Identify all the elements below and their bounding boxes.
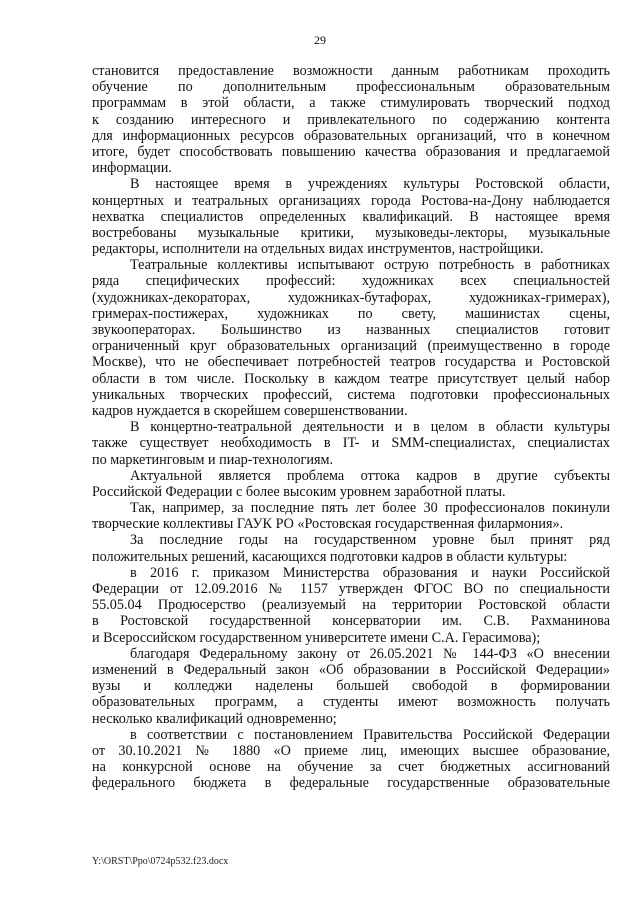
page-number: 29: [314, 33, 326, 47]
text-line: от 30.10.2021 № 1880 «О приеме лиц, имеющих высшее образование,: [92, 742, 610, 759]
text-line: Театральные коллективы испытывают острую потребность в работниках: [130, 257, 610, 274]
text-line: концертных и театральных организациях города Ростова-на-Дону наблюдается: [92, 192, 610, 209]
text-line: становится предоставление возможности данным работникам проходить: [92, 63, 610, 79]
text-line: на конкурсной основе на обучение за счет бюджетных ассигнований: [92, 759, 610, 776]
text-line: несколько квалификаций одновременно;: [92, 710, 337, 727]
text-line: благодаря Федеральному закону от 26.05.2021 № 144-ФЗ «О внесении: [130, 645, 610, 662]
body-text: [92, 63, 610, 791]
text-line: и Всероссийском государственном университете имени С.А. Герасимова);: [92, 629, 541, 646]
text-line: нехватка специалистов определенных квалификаций. В настоящее время: [92, 208, 610, 225]
text-line: Российской Федерации с более высоким уровнем заработной платы.: [92, 483, 506, 500]
text-line: изменений в Федеральный закон «Об образовании в Российской Федерации»: [92, 661, 610, 678]
text-line: редакторы, исполнители на отдельных видах инструментов, настройщики.: [92, 241, 544, 258]
text-line: В настоящее время в учреждениях культуры Ростовской области,: [130, 176, 610, 193]
text-line: ограниченный круг образовательных организаций (преимущественно в городе: [92, 338, 610, 355]
text-line: области в том числе. Поскольку в каждом театре присутствует целый набор: [92, 370, 610, 387]
text-line: Федерации от 12.09.2016 № 1157 утвержден ФГОС ВО по специальности: [92, 581, 610, 597]
text-line: Москве), что не обеспечивает потребностей театров государства и Ростовской: [92, 354, 610, 371]
text-line: кадров нуждается в скорейшем совершенствовании.: [92, 402, 408, 419]
text-line: обучение по дополнительным профессиональным образовательным: [92, 79, 610, 96]
text-line: итоге, будет способствовать повышению качества образования и предлагаемой: [92, 143, 610, 160]
text-line: положительных решений, касающихся подготовки кадров в области культуры:: [92, 548, 568, 565]
text-line: звукооператорах. Большинство из названных специалистов готовит: [92, 322, 610, 338]
text-line: программам в этой области, а также стимулировать творческий подход: [92, 95, 610, 112]
text-line: творческие коллективы ГАУК РО «Ростовская государственная филармония».: [92, 516, 564, 533]
text-line: За последние годы на государственном уровне был принят ряд: [130, 532, 610, 549]
text-line: федерального бюджета в федеральные государственные образовательные: [92, 775, 610, 792]
text-line: востребованы музыкальные критики, музыковеды-лекторы, музыкальные: [92, 224, 610, 241]
text-line: В концертно-театральной деятельности и в целом в области культуры: [130, 419, 610, 436]
text-line: ряда специфических профессий: художниках всех специальностей: [92, 273, 610, 290]
text-line: информации.: [92, 160, 172, 177]
text-line: в соответствии с постановлением Правительства Российской Федерации: [130, 726, 610, 743]
text-line: образовательных программ, а студенты имеют возможность получать: [92, 694, 610, 711]
file-path-footer: Y:\ORST\Ppo\0724p532.f23.docx: [92, 856, 229, 867]
text-line: уникальных творческих профессий, система подготовки профессиональных: [92, 386, 610, 403]
text-line: вузы и колледжи наделены большей свободой в формировании: [92, 678, 610, 695]
text-line: для информационных ресурсов образовательных организаций, что в конечном: [92, 127, 610, 144]
text-line: по маркетинговым и пиар-технологиям.: [92, 451, 334, 468]
text-line: Так, например, за последние пять лет более 30 профессионалов покинули: [130, 500, 610, 517]
text-line: также существует необходимость в IT- и SMM-специалистах, специалистах: [92, 435, 610, 452]
text-line: в 2016 г. приказом Министерства образования и науки Российской: [130, 564, 610, 581]
text-line: (художниках-декораторах, художниках-бутафорах, художниках-гримерах),: [92, 289, 610, 306]
text-line: к созданию интересного и привлекательного по содержанию контента: [92, 111, 610, 128]
text-line: 55.05.04 Продюсерство (реализуемый на территории Ростовской области: [92, 597, 610, 614]
text-line: Актуальной является проблема оттока кадров в другие субъекты: [130, 467, 610, 484]
text-line: в Ростовской государственной консерватории им. С.В. Рахманинова: [92, 613, 610, 630]
text-line: гримерах-постижерах, художниках по свету, машинистах сцены,: [92, 305, 610, 322]
